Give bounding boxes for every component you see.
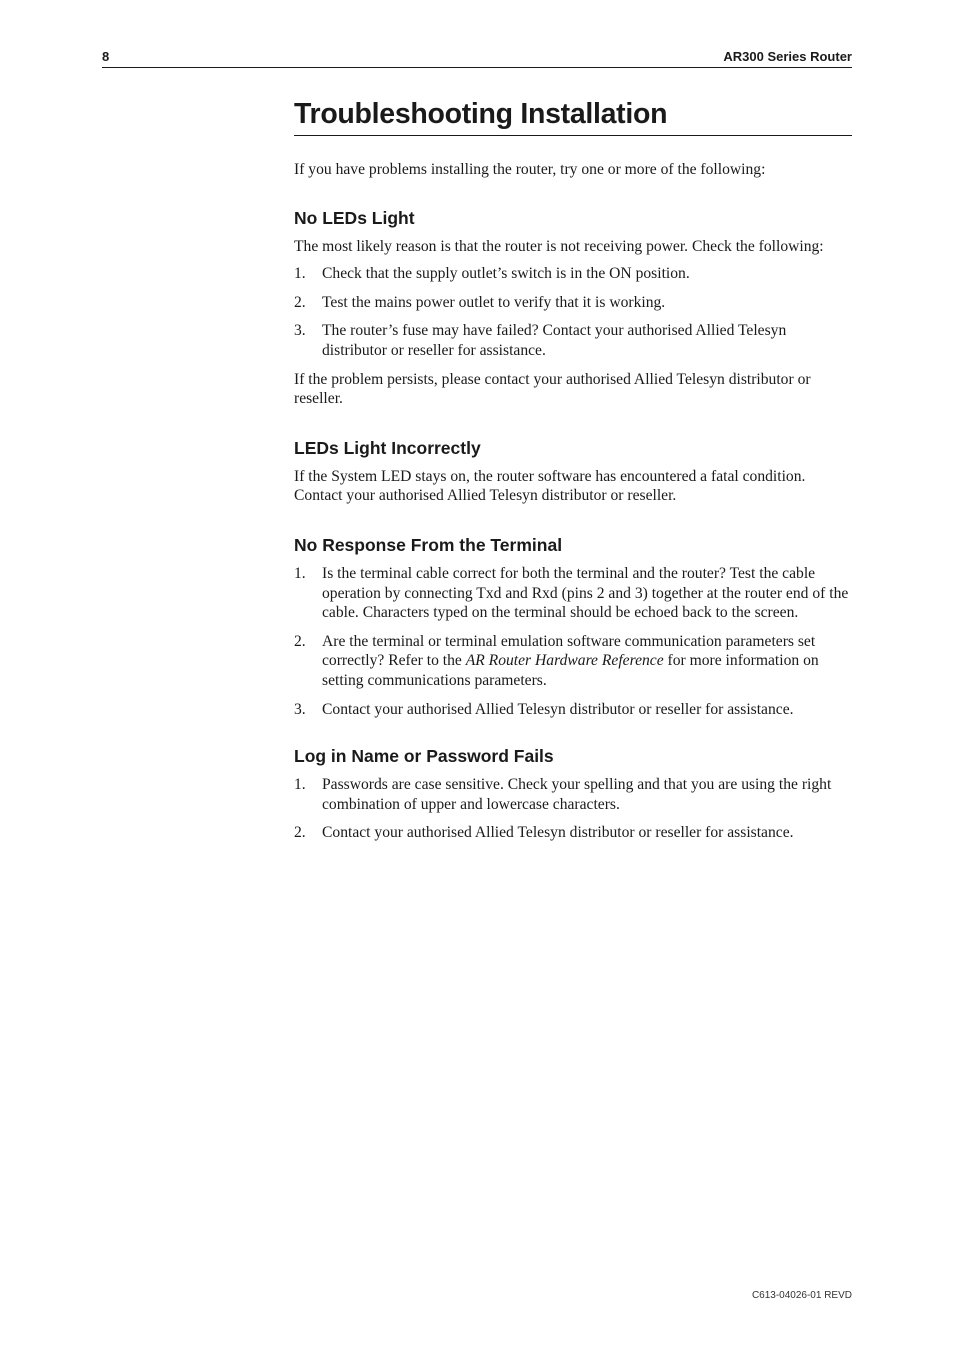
list-item: [294, 823, 852, 843]
section-lead: If the System LED stays on, the router software has encountered a fatal condition. Contact your authorised Allied Telesyn distributor or reseller.: [294, 467, 806, 505]
section-login-fails: [294, 745, 852, 843]
section-no-response-terminal: [294, 534, 852, 719]
list-item: [294, 775, 852, 814]
list-item-text: Contact your authorised Allied Telesyn distributor or reseller for assistance.: [322, 700, 794, 718]
list-item: [294, 632, 852, 691]
list-item: [294, 264, 852, 284]
section-closing: If the problem persists, please contact your authorised Allied Telesyn distributor or reseller.: [294, 370, 811, 408]
list-item-number: 2.: [294, 293, 306, 311]
list-item-text: Contact your authorised Allied Telesyn distributor or reseller for assistance.: [322, 824, 794, 842]
steps-list: [294, 264, 852, 360]
page-header: [102, 48, 852, 68]
hardware-reference-title: AR Router Hardware Reference: [465, 652, 664, 670]
page-title: Troubleshooting Installation: [294, 96, 852, 136]
intro-paragraph: If you have problems installing the router, try one or more of the following:: [294, 161, 766, 178]
list-item-text: Is the terminal cable correct for both the terminal and the router? Test the cable operation by connecting Txd and Rxd (pins 2 and 3) together at the router end of the cable. Characters typed on the terminal should be echoed back to the screen.: [322, 564, 849, 622]
list-item: [294, 293, 852, 313]
section-heading: No LEDs Light: [294, 207, 415, 228]
page-number: 8: [102, 49, 110, 64]
list-item-number: 2.: [294, 824, 306, 842]
list-item: [294, 564, 852, 623]
list-item-text-before: Are the terminal or terminal emulation software communication parameters set correctly? Refer to the: [322, 632, 816, 670]
page-content: [294, 96, 852, 852]
section-leds-light-incorrectly: [294, 437, 852, 506]
list-item-number: 3.: [294, 700, 306, 718]
list-item-text: The router’s fuse may have failed? Contact your authorised Allied Telesyn distributor or reseller for assistance.: [322, 322, 787, 359]
section-heading: No Response From the Terminal: [294, 534, 563, 555]
list-item-number: 1.: [294, 564, 306, 582]
steps-list: [294, 775, 852, 843]
section-heading: LEDs Light Incorrectly: [294, 437, 481, 458]
list-item-number: 1.: [294, 265, 306, 283]
section-lead: The most likely reason is that the router is not receiving power. Check the following:: [294, 237, 824, 255]
list-item-text-after: for more information on setting communications parameters.: [322, 652, 819, 689]
document-code: C613-04026-01 REVD: [751, 1290, 852, 1301]
section-heading: Log in Name or Password Fails: [294, 746, 554, 767]
steps-list: [294, 564, 852, 719]
section-no-leds-light: [294, 207, 852, 409]
list-item-text: Passwords are case sensitive. Check your spelling and that you are using the right combination of upper and lowercase characters.: [322, 776, 832, 813]
running-title: AR300 Series Router: [723, 49, 852, 64]
list-item-text: Check that the supply outlet’s switch is in the ON position.: [322, 265, 690, 283]
list-item-text: Test the mains power outlet to verify that it is working.: [322, 293, 666, 311]
list-item-number: 2.: [294, 632, 306, 650]
list-item-text: [322, 633, 819, 689]
list-item-number: 3.: [294, 322, 306, 340]
list-item: [294, 700, 852, 720]
list-item-number: 1.: [294, 776, 306, 794]
list-item: [294, 321, 852, 360]
